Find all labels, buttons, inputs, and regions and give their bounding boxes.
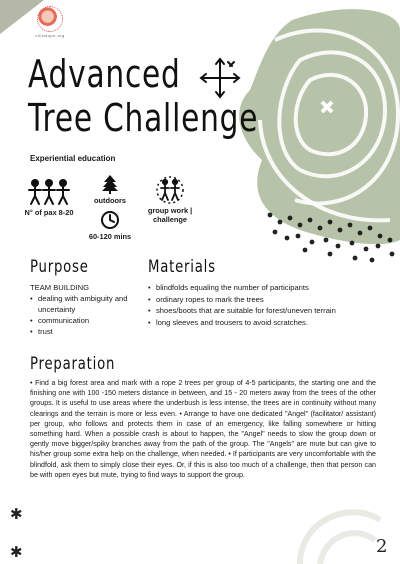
list-item: • communication bbox=[30, 315, 140, 326]
stat-group-label-2: challenge bbox=[152, 215, 188, 224]
purpose-section bbox=[30, 282, 140, 337]
compass-icon bbox=[198, 56, 242, 100]
logo-mark bbox=[37, 6, 63, 32]
logo-text: villlatopo.org bbox=[35, 33, 65, 38]
stat-duration bbox=[82, 210, 138, 241]
stat-group-work bbox=[138, 176, 202, 224]
tree-icon bbox=[101, 174, 119, 194]
green-fingerprint-shape bbox=[239, 9, 400, 244]
title-line-2: Tree Challenge bbox=[28, 96, 259, 140]
stat-outdoors bbox=[90, 174, 130, 205]
asterisk-icon: ✱ bbox=[10, 506, 23, 523]
list-item: • shoes/boots that are suitable for forest/uneven terrain bbox=[148, 305, 384, 317]
purpose-list bbox=[30, 293, 140, 337]
list-item: • dealing with ambiguity and uncertainty bbox=[30, 293, 140, 315]
materials-heading: Materials bbox=[148, 257, 216, 277]
materials-section bbox=[148, 282, 384, 328]
list-item: • trust bbox=[30, 326, 140, 337]
stat-participants-label: N° of pax 8-20 bbox=[24, 208, 74, 217]
title-line-1: Advanced bbox=[28, 52, 181, 96]
subtitle: Experiential education bbox=[30, 154, 116, 163]
purpose-subheading: TEAM BUILDING bbox=[30, 283, 90, 292]
stat-outdoors-label: outdoors bbox=[93, 196, 127, 205]
list-item: • blindfolds equaling the number of participants bbox=[148, 282, 384, 294]
preparation-text: • Find a big forest area and mark with a rope 2 trees per group of 4-5 participants, the starting one and the finishing one with 100 -150 meters distance in between, and 15 - 20 meters away from the trees of the other groups. It is useful to use areas where the underbush is less intense, the trees are in continuity without many clearings and the terrain is more or less even. • Arrange to have one dedicated "Angel" (facilitator/ assistant) per group, who follows and protects them in case of an emergency, like falling somewhere or hitting something hard. When a possible crash is about to happen, the "Angel" needs to slow the group down or gently move bigger/spiky branches away from the path of the group. The "Angels" are mute but can give to his/her group some extra help on the challenge, when needed. • If participants are very uncomfortable with the blindfold, ask them to simply close their eyes. Or, if this is also too much of a challenge, then that person can be with open eyes but mute, trying to find ways to support the group. bbox=[30, 379, 376, 479]
faint-swirl-bottom bbox=[300, 512, 380, 564]
stat-group-label-1: group work | bbox=[147, 206, 193, 215]
page-number: 2 bbox=[376, 536, 388, 557]
people-group-icon bbox=[26, 178, 72, 206]
materials-list bbox=[148, 282, 384, 328]
stat-duration-label: 60-120 mins bbox=[88, 232, 132, 241]
clock-icon bbox=[100, 210, 120, 230]
purpose-heading: Purpose bbox=[30, 257, 89, 277]
logo bbox=[28, 6, 72, 38]
list-item: • ordinary ropes to mark the trees bbox=[148, 294, 384, 306]
list-item: • long sleeves and trousers to avoid scratches. bbox=[148, 317, 384, 329]
stat-participants bbox=[14, 178, 84, 217]
asterisk-icon: ✱ bbox=[10, 544, 23, 561]
preparation-heading: Preparation bbox=[30, 354, 116, 374]
group-work-icon bbox=[153, 176, 187, 204]
